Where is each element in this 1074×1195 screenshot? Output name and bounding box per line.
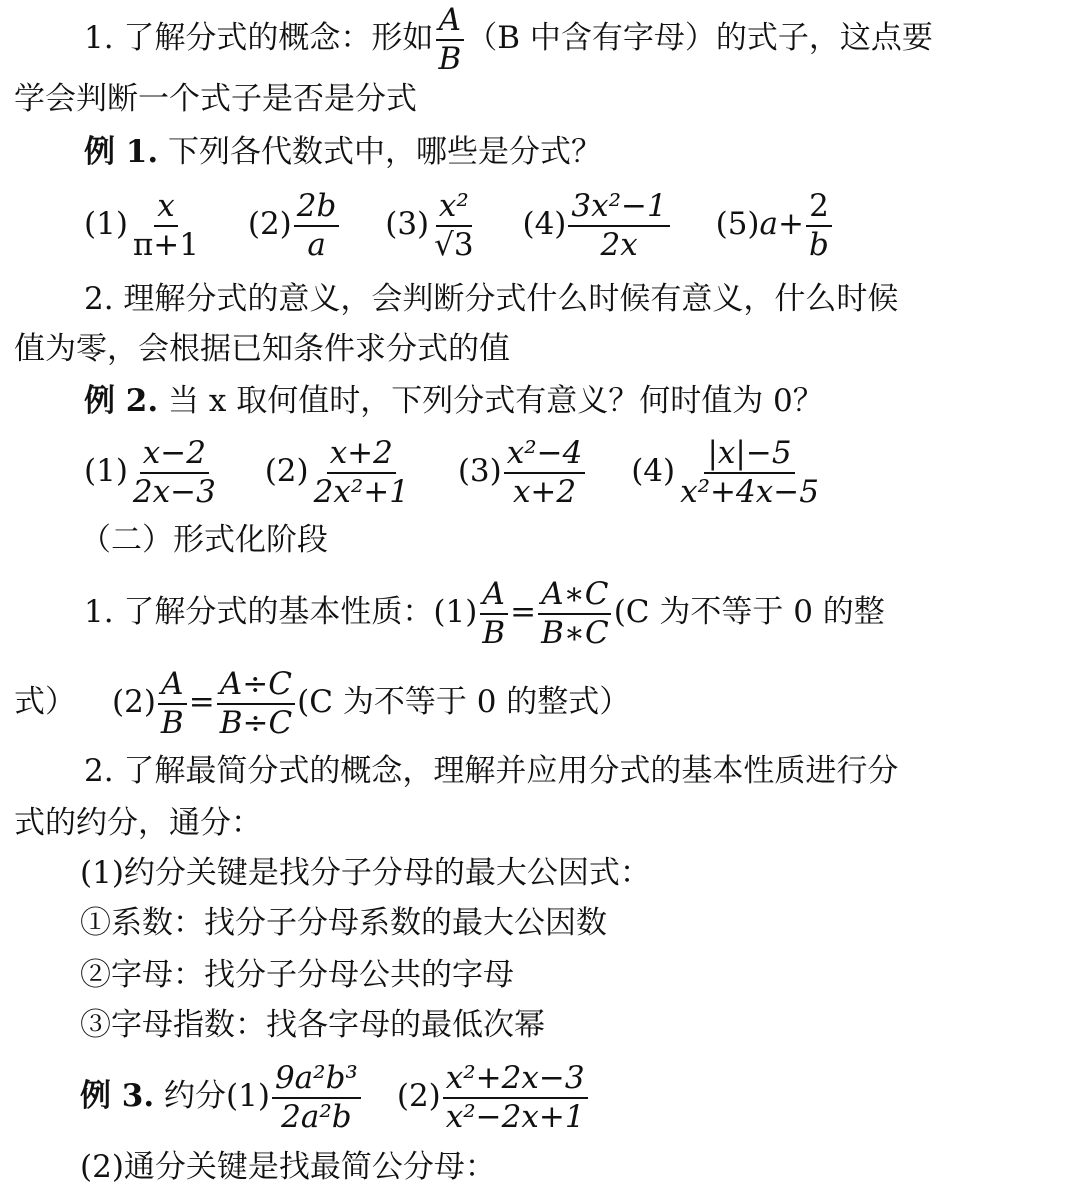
- ex3-item-1: $\frac{\text{9a²b³}}{\text{2a²b}}$: [272, 1062, 361, 1133]
- ex1-item-5: (5)a+ $\frac{2}{b}$: [716, 206, 834, 242]
- property-line-1: 1. 了解分式的基本性质：(1) $\frac{A}{B}$ = $\frac{A∗C}{B∗C}$ (C 为不等于 0 的整: [84, 576, 885, 651]
- concept-prefix: 1. 了解分式的概念：形如: [84, 20, 434, 57]
- property-suffix: (C 为不等于 0 的整: [613, 594, 885, 631]
- reduce-coefficient: ①系数：找分子分母系数的最大公因数: [80, 905, 607, 941]
- reduce-exponents: ③字母指数：找各字母的最低次幂: [80, 1007, 545, 1043]
- example-3-text: 约分(1): [164, 1078, 270, 1115]
- example-1-items: [84, 190, 834, 261]
- simplest-line-1: 2. 了解最简分式的概念，理解并应用分式的基本性质进行分: [84, 753, 899, 789]
- example-2-heading: [84, 383, 824, 419]
- fraction-a-over-b: $\frac{A}{B}$: [435, 4, 464, 75]
- example-1-label: 例 1.: [84, 134, 159, 170]
- example-1-heading: [84, 134, 603, 170]
- common-denominator-key: (2)通分关键是找最简公分母：: [80, 1149, 496, 1185]
- ex1-item-1: (1) $\frac{x}{\pi+1}$: [84, 188, 199, 263]
- example-2-label: 例 2.: [84, 383, 159, 419]
- ex2-item-2: (2) $\frac{x+2}{\text{2x²+1}}$: [264, 435, 409, 510]
- ex3-item-2: $\frac{\text{x²+2x−3}}{\text{x²−2x+1}}$: [443, 1062, 588, 1133]
- ex2-item-4: (4) $\frac{|x|-5}{\text{x²+4x−5}}$: [631, 435, 819, 510]
- example-3: 例 3. 约分(1) $\frac{\text{9a²b³}}{\text{2a²b}}$ (2) $\frac{\text{x²+2x−3}}{\text{x²−2x+1}}$: [80, 1062, 590, 1133]
- example-3-label: 例 3.: [80, 1078, 155, 1115]
- section-2-heading: （二）形式化阶段: [80, 522, 328, 558]
- concept-line-1: [84, 4, 933, 75]
- ex2-item-3: (3) $\frac{\text{x²−4}}{x+2}$: [458, 453, 588, 489]
- prop1-rhs: $\frac{A∗C}{B∗C}$: [538, 578, 612, 649]
- meaning-line-1: 2. 理解分式的意义，会判断分式什么时候有意义，什么时候: [84, 281, 899, 317]
- prop1-lhs: $\frac{A}{B}$: [479, 578, 508, 649]
- prop2-rhs: $\frac{A\div C}{B\div C}$: [217, 668, 295, 739]
- property-line-2: 式） (2) $\frac{A}{B}$ = $\frac{A\div C}{B\div C}$ (C 为不等于 0 的整式）: [14, 666, 631, 741]
- example-1-text: 下列各代数式中，哪些是分式？: [168, 134, 603, 170]
- ex2-item-1: (1) $\frac{x-2}{2x-3}$: [84, 435, 216, 510]
- ex1-item-4: (4) $\frac{\text{3x²−1}}{2x}$: [522, 206, 671, 242]
- ex1-item-2: (2) $\frac{2b}{a}$: [248, 206, 342, 242]
- simplest-line-2: 式的约分，通分：: [14, 805, 262, 841]
- example-2-items: [84, 437, 824, 508]
- reduce-letters: ②字母：找分子分母公共的字母: [80, 957, 514, 993]
- prop2-lhs: $\frac{A}{B}$: [158, 668, 187, 739]
- ex1-item-3: (3) $\frac{\text{x²}}{√3}$: [385, 188, 474, 263]
- property-prefix: 1. 了解分式的基本性质：(1): [84, 594, 478, 631]
- concept-suffix: （B 中含有字母）的式子，这点要: [466, 20, 933, 57]
- reduce-key: (1)约分关键是找分子分母的最大公因式：: [80, 855, 651, 891]
- concept-line-2: 学会判断一个式子是否是分式: [14, 81, 417, 117]
- meaning-line-2: 值为零，会根据已知条件求分式的值: [14, 331, 510, 367]
- example-2-text: 当 x 取何值时，下列分式有意义？何时值为 0？: [168, 383, 824, 419]
